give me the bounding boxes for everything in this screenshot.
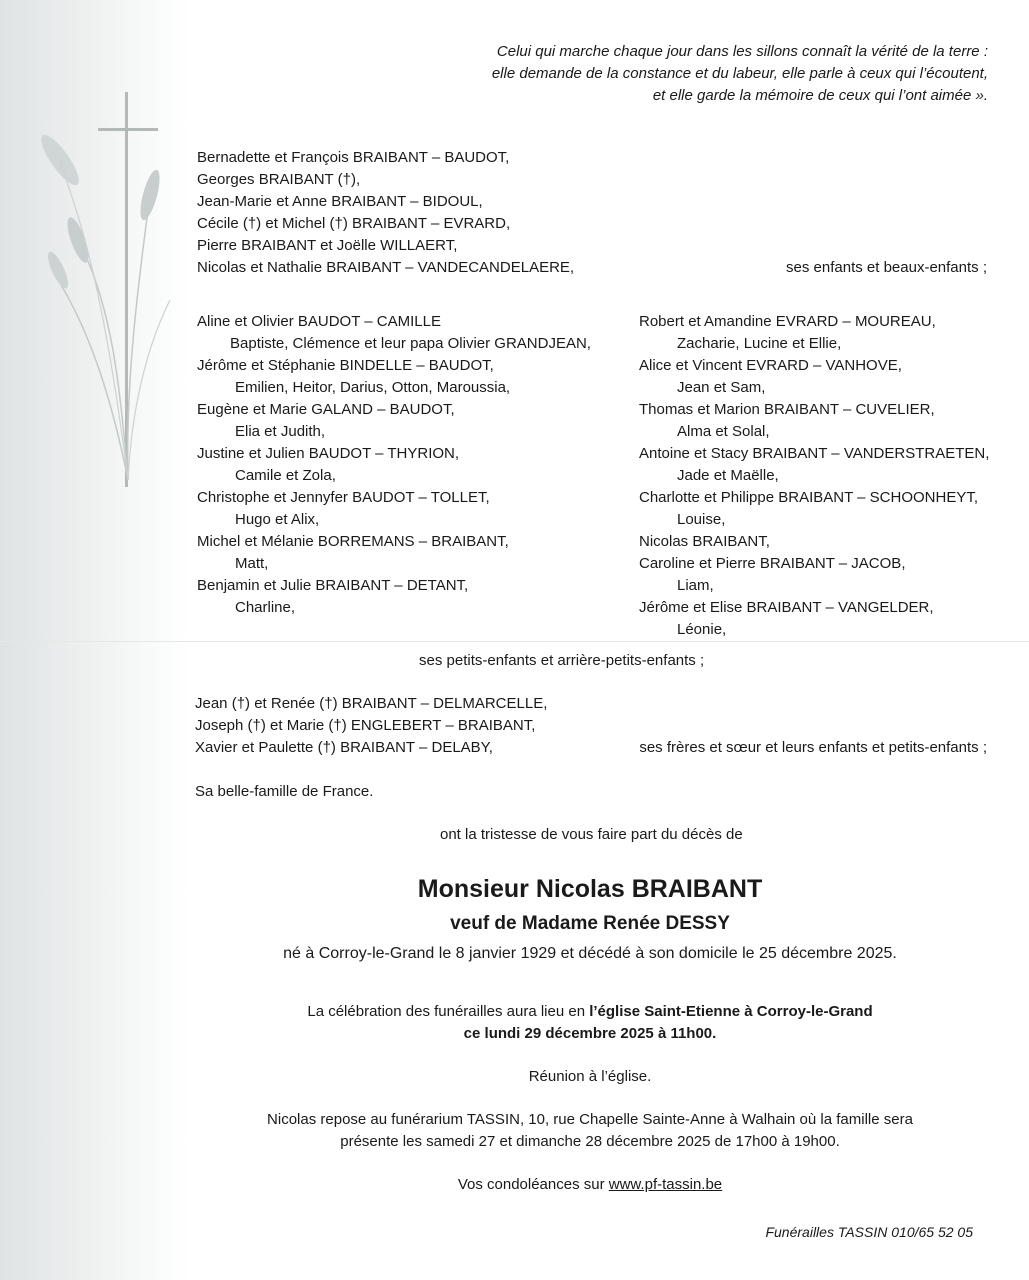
in-laws-line: Sa belle-famille de France.	[195, 783, 374, 800]
children-role: ses enfants et beaux-enfants ;	[786, 259, 987, 276]
condolences-link[interactable]: www.pf-tassin.be	[608, 1176, 723, 1193]
family-line: Hugo et Alix,	[235, 511, 320, 528]
family-line: Charlotte et Philippe BRAIBANT – SCHOONHEYT,	[639, 489, 979, 506]
announcement-line: ont la tristesse de vous faire part du décès de	[440, 826, 743, 843]
grandchildren-role: ses petits-enfants et arrière-petits-enfants ;	[419, 652, 705, 669]
family-line: Charline,	[235, 599, 296, 616]
footer-funeral-home: Funérailles TASSIN 010/65 52 05	[765, 1224, 973, 1240]
funeral-date: ce lundi 29 décembre 2025 à 11h00.	[463, 1025, 717, 1042]
funeral-info	[190, 1001, 990, 1023]
family-line: Thomas et Marion BRAIBANT – CUVELIER,	[639, 401, 935, 418]
family-line: Jérôme et Elise BRAIBANT – VANGELDER,	[639, 599, 934, 616]
fold-line	[0, 641, 1029, 642]
family-line: Louise,	[677, 511, 726, 528]
deceased-name: Monsieur Nicolas BRAIBANT	[417, 875, 763, 903]
condolences-text: Vos condoléances sur	[457, 1176, 609, 1193]
family-line: Emilien, Heitor, Darius, Otton, Maroussia,	[235, 379, 511, 396]
cross-and-wheat-illustration	[0, 0, 190, 520]
family-line: Aline et Olivier BAUDOT – CAMILLE	[197, 313, 441, 330]
quote-line: elle demande de la constance et du labeur, elle parle à ceux qui l’écoutent,	[491, 65, 988, 82]
family-line: Nicolas BRAIBANT,	[639, 533, 770, 550]
family-line: Jean et Sam,	[677, 379, 766, 396]
family-line: Léonie,	[677, 621, 727, 638]
family-line: Bernadette et François BRAIBANT – BAUDOT,	[197, 149, 510, 166]
family-line: Zacharie, Lucine et Ellie,	[677, 335, 842, 352]
widower-of: veuf de Madame Renée DESSY	[450, 913, 730, 934]
family-line: Xavier et Paulette (†) BRAIBANT – DELABY,	[195, 739, 493, 756]
reunion-line: Réunion à l’église.	[528, 1068, 652, 1085]
family-line: Joseph (†) et Marie (†) ENGLEBERT – BRAIBANT,	[195, 717, 536, 734]
quote-line: Celui qui marche chaque jour dans les sillons connaît la vérité de la terre :	[496, 43, 988, 60]
family-line: Jade et Maëlle,	[677, 467, 779, 484]
birth-death-line: né à Corroy-le-Grand le 8 janvier 1929 et décédé à son domicile le 25 décembre 2025.	[283, 945, 897, 962]
family-line: Georges BRAIBANT (†),	[197, 171, 361, 188]
funeral-place: l’église Saint-Etienne à Corroy-le-Grand	[589, 1003, 873, 1020]
family-line: Benjamin et Julie BRAIBANT – DETANT,	[197, 577, 469, 594]
family-line: Robert et Amandine EVRARD – MOUREAU,	[639, 313, 936, 330]
epigraph-quote	[492, 41, 988, 107]
family-line: Matt,	[235, 555, 269, 572]
family-line: Eugène et Marie GALAND – BAUDOT,	[197, 401, 455, 418]
family-line: Jean-Marie et Anne BRAIBANT – BIDOUL,	[197, 193, 483, 210]
family-line: Michel et Mélanie BORREMANS – BRAIBANT,	[197, 533, 509, 550]
family-line: Jean (†) et Renée (†) BRAIBANT – DELMARCELLE,	[195, 695, 548, 712]
rest-line: Nicolas repose au funérarium TASSIN, 10, rue Chapelle Sainte-Anne à Walhain où la famille sera	[267, 1111, 913, 1128]
family-line: Nicolas et Nathalie BRAIBANT – VANDECANDELAERE,	[197, 259, 575, 276]
family-line: Antoine et Stacy BRAIBANT – VANDERSTRAETEN,	[639, 445, 990, 462]
family-line: Cécile (†) et Michel (†) BRAIBANT – EVRARD,	[197, 215, 511, 232]
family-line: Caroline et Pierre BRAIBANT – JACOB,	[639, 555, 906, 572]
siblings-role: ses frères et sœur et leurs enfants et petits-enfants ;	[639, 739, 987, 756]
family-line: Alice et Vincent EVRARD – VANHOVE,	[639, 357, 902, 374]
family-line: Baptiste, Clémence et leur papa Olivier GRANDJEAN,	[230, 335, 591, 352]
funeral-intro: La célébration des funérailles aura lieu en	[307, 1003, 590, 1020]
family-line: Justine et Julien BAUDOT – THYRION,	[197, 445, 460, 462]
family-line: Camile et Zola,	[235, 467, 336, 484]
condolences-line	[190, 1174, 990, 1196]
family-line: Alma et Solal,	[677, 423, 770, 440]
family-line: Christophe et Jennyfer BAUDOT – TOLLET,	[197, 489, 490, 506]
rest-line: présente les samedi 27 et dimanche 28 décembre 2025 de 17h00 à 19h00.	[340, 1133, 840, 1150]
family-line: Jérôme et Stéphanie BINDELLE – BAUDOT,	[197, 357, 494, 374]
family-line: Liam,	[677, 577, 714, 594]
family-line: Pierre BRAIBANT et Joëlle WILLAERT,	[197, 237, 458, 254]
family-line: Elia et Judith,	[235, 423, 326, 440]
quote-line: et elle garde la mémoire de ceux qui l’ont aimée ».	[652, 87, 988, 104]
